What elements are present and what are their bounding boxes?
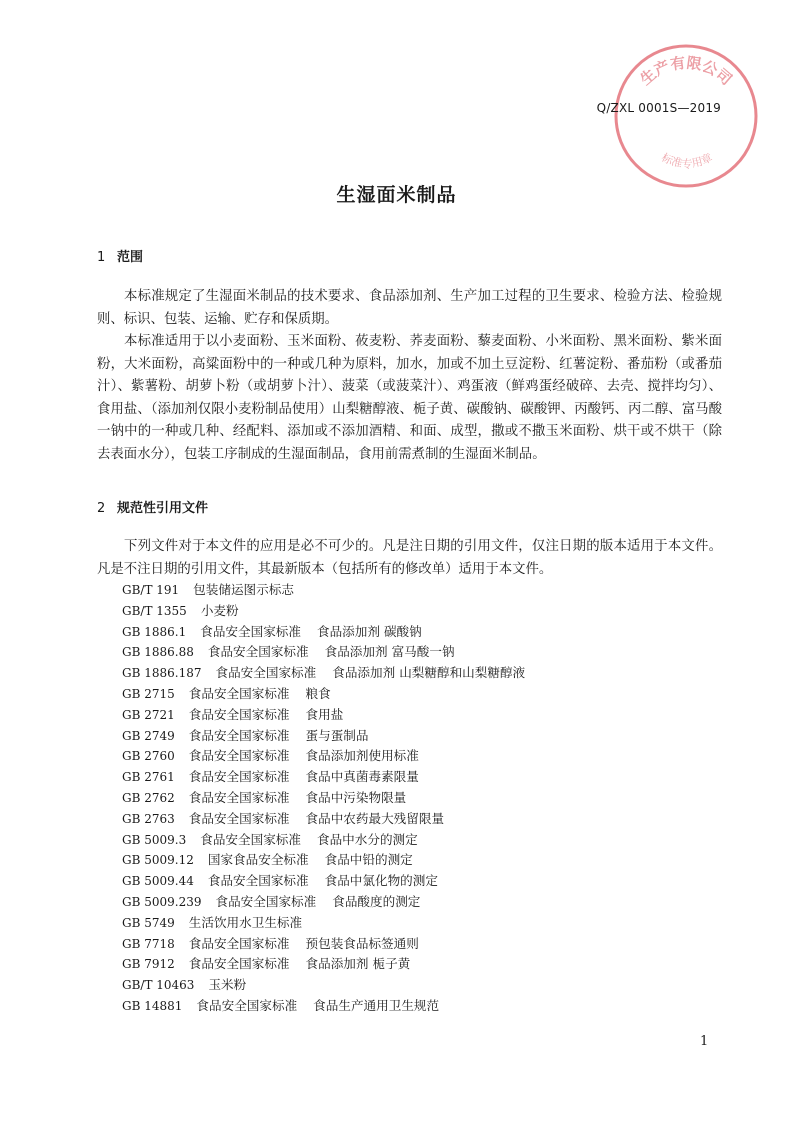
reference-title: 食品安全国家标准 — [188, 789, 290, 805]
svg-text:标准专用章 — [659, 150, 714, 170]
seal-subtext: 标准专用章 — [659, 150, 715, 171]
reference-item — [122, 767, 525, 788]
reference-title: 食品安全国家标准 — [196, 997, 298, 1013]
reference-code: GB 1886.187 — [122, 666, 202, 681]
reference-title: 食品安全国家标准 — [188, 748, 290, 764]
reference-code: GB 5009.12 — [122, 853, 194, 868]
reference-code: GB 7718 — [122, 936, 175, 951]
reference-subtitle: 食品中氯化物的测定 — [324, 873, 438, 889]
reference-code: GB 2721 — [122, 707, 175, 722]
reference-subtitle: 食品添加剂 栀子黄 — [305, 956, 411, 972]
reference-subtitle: 预包装食品标签通则 — [305, 935, 419, 951]
reference-code: GB 1886.88 — [122, 645, 194, 660]
reference-title: 食品安全国家标准 — [200, 831, 301, 847]
reference-item — [122, 892, 525, 913]
reference-title: 食品安全国家标准 — [188, 685, 290, 701]
reference-code: GB 5009.44 — [122, 874, 194, 889]
reference-title: 食品安全国家标准 — [188, 706, 290, 722]
reference-subtitle: 食品添加剂 碳酸钠 — [316, 623, 422, 639]
reference-title: 食品安全国家标准 — [207, 644, 309, 660]
reference-title: 食品安全国家标准 — [188, 956, 290, 972]
reference-title: 生活饮用水卫生标准 — [188, 914, 303, 930]
section-1-heading — [97, 246, 143, 265]
reference-item — [122, 788, 525, 809]
reference-title: 食品安全国家标准 — [207, 873, 309, 889]
reference-item — [122, 705, 525, 726]
reference-subtitle: 食品中真菌毒素限量 — [305, 769, 419, 785]
references-intro: 下列文件对于本文件的应用是必不可少的。凡是注日期的引用文件，仅注日期的版本适用于本文件。凡是不注日期的引用文件，其最新版本（包括所有的修改单）适用于本文件。 — [97, 539, 722, 577]
reference-item — [122, 663, 525, 684]
reference-item — [122, 871, 525, 892]
svg-text:生产有限公司 — [637, 54, 736, 89]
reference-code: GB 2763 — [122, 811, 175, 826]
reference-item — [122, 996, 525, 1017]
reference-code: GB 2760 — [122, 749, 175, 764]
scope-paragraph-2: 本标准适用于以小麦面粉、玉米面粉、莜麦粉、荞麦面粉、藜麦面粉、小米面粉、黑米面粉、紫米面粉，大米面粉，高粱面粉中的一种或几种为原料，加水，加或不加土豆淀粉、红薯淀粉、番茄粉（或番茄汁）、紫薯粉、胡萝卜粉（或胡萝卜汁）、菠菜（或菠菜汁）、鸡蛋液（鲜鸡蛋经破碎、去壳、搅拌均匀）、食用盐、（添加剂仅限小麦粉制品使用）山梨糖醇液、栀子黄、碳酸钠、碳酸钾、丙酸钙、丙二醇、富马酸一钠中的一种或几种、经配料、添加或不添加酒精、和面、成型，撒或不撒玉米面粉、烘干或不烘干（除去表面水分），包装工序制成的生湿面制品，食用前需煮制的生湿面米制品。 — [97, 334, 722, 462]
reference-subtitle: 食品添加剂 富马酸一钠 — [324, 644, 455, 660]
reference-item — [122, 622, 525, 643]
reference-subtitle: 食用盐 — [305, 706, 344, 722]
page-number: 1 — [700, 1034, 709, 1049]
reference-code: GB 5009.3 — [122, 832, 187, 847]
reference-subtitle: 食品中水分的测定 — [316, 831, 418, 847]
section-2-heading — [97, 497, 208, 516]
reference-code: GB 7912 — [122, 957, 175, 972]
scope-paragraph-1: 本标准规定了生湿面米制品的技术要求、食品添加剂、生产加工过程的卫生要求、检验方法、检验规则、标识、包装、运输、贮存和保质期。 — [97, 289, 722, 327]
reference-item — [122, 580, 525, 601]
reference-code: GB 2761 — [122, 770, 175, 785]
reference-title: 食品安全国家标准 — [215, 893, 317, 909]
reference-title: 国家食品安全标准 — [207, 852, 309, 868]
reference-code: GB 14881 — [122, 998, 183, 1013]
reference-code: GB/T 191 — [122, 583, 180, 597]
reference-title: 包装储运图示标志 — [193, 582, 294, 597]
reference-title: 食品安全国家标准 — [188, 769, 290, 785]
reference-code: GB 2715 — [122, 686, 175, 701]
reference-item — [122, 913, 525, 934]
reference-title: 食品安全国家标准 — [188, 935, 290, 951]
reference-item — [122, 975, 525, 996]
reference-code: GB 1886.1 — [122, 624, 187, 639]
section-1-number: 1 — [97, 250, 106, 265]
reference-item — [122, 684, 525, 705]
reference-subtitle: 食品中农药最大残留限量 — [305, 810, 445, 826]
reference-subtitle: 食品中铅的测定 — [324, 852, 413, 868]
reference-subtitle: 食品添加剂使用标准 — [305, 748, 419, 764]
reference-item — [122, 830, 525, 851]
reference-code: GB 2749 — [122, 728, 175, 743]
reference-subtitle: 蛋与蛋制品 — [305, 727, 369, 743]
reference-title: 食品安全国家标准 — [200, 623, 301, 639]
company-seal — [611, 41, 761, 191]
reference-item — [122, 809, 525, 830]
standard-code: Q/ZXL 0001S—2019 — [596, 101, 721, 115]
reference-subtitle: 食品中污染物限量 — [305, 789, 407, 805]
reference-item — [122, 954, 525, 975]
reference-subtitle: 粮食 — [305, 685, 331, 701]
reference-code: GB/T 1355 — [122, 603, 187, 618]
reference-item — [122, 601, 525, 622]
reference-title: 玉米粉 — [208, 977, 247, 993]
document-title: 生湿面米制品 — [336, 184, 457, 206]
reference-subtitle: 食品生产通用卫生规范 — [313, 997, 440, 1013]
reference-title: 小麦粉 — [200, 602, 239, 618]
seal-text: 生产有限公司 — [636, 53, 736, 89]
reference-code: GB 2762 — [122, 790, 175, 805]
reference-title: 食品安全国家标准 — [215, 665, 317, 681]
reference-subtitle: 食品添加剂 山梨糖醇和山梨糖醇液 — [332, 665, 526, 681]
section-2-number: 2 — [97, 501, 106, 516]
reference-item — [122, 642, 525, 663]
reference-code: GB/T 10463 — [122, 978, 195, 993]
reference-item — [122, 934, 525, 955]
reference-item — [122, 726, 525, 747]
reference-code: GB 5009.239 — [122, 894, 202, 909]
reference-item — [122, 746, 525, 767]
reference-item — [122, 850, 525, 871]
reference-title: 食品安全国家标准 — [188, 810, 290, 826]
reference-title: 食品安全国家标准 — [188, 727, 290, 743]
section-2-title: 规范性引用文件 — [117, 501, 209, 516]
reference-subtitle: 食品酸度的测定 — [332, 893, 421, 909]
reference-code: GB 5749 — [122, 915, 175, 930]
section-1-title: 范围 — [117, 250, 144, 265]
reference-list — [122, 580, 525, 1017]
